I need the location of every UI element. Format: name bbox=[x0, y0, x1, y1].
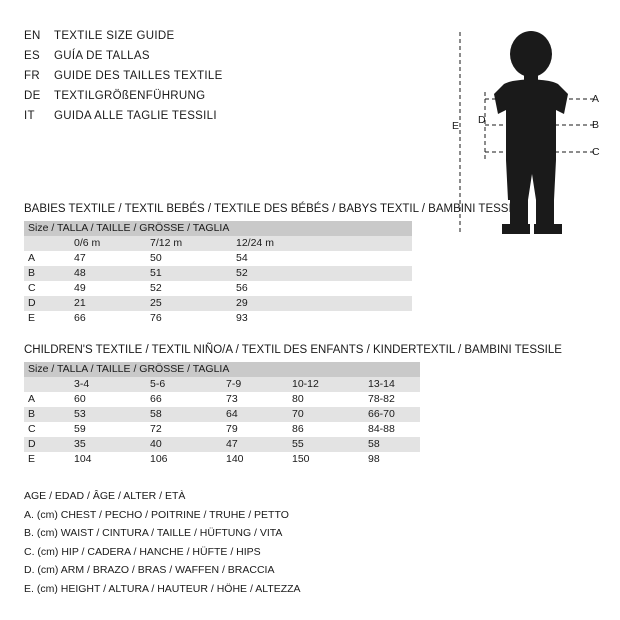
children-row-1-v4: 66-70 bbox=[364, 407, 420, 422]
children-header-label: Size / TALLA / TAILLE / GRÖSSE / TAGLIA bbox=[24, 362, 420, 377]
children-row-1-v2: 64 bbox=[222, 407, 288, 422]
babies-section bbox=[24, 203, 596, 326]
babies-row-4-key: E bbox=[24, 311, 70, 326]
children-row-3-v1: 40 bbox=[146, 437, 222, 452]
table-row bbox=[24, 311, 412, 326]
figure-label-e: E bbox=[452, 120, 460, 132]
babies-row-1-v1: 51 bbox=[146, 266, 232, 281]
children-row-3-v0: 35 bbox=[70, 437, 146, 452]
table-row bbox=[24, 422, 420, 437]
children-row-3-key: D bbox=[24, 437, 70, 452]
babies-col-2: 12/24 m bbox=[232, 236, 412, 251]
children-header-row bbox=[24, 362, 420, 377]
title-text-it: GUIDA ALLE TAGLIE TESSILI bbox=[54, 110, 217, 122]
babies-row-0-v2: 54 bbox=[232, 251, 412, 266]
title-lang-fr: FR bbox=[24, 70, 40, 82]
children-row-0-v2: 73 bbox=[222, 392, 288, 407]
legend-line-chest: A. (cm) CHEST / PECHO / POITRINE / TRUHE / PETTO bbox=[24, 508, 289, 521]
children-row-0-v0: 60 bbox=[70, 392, 146, 407]
title-lang-es: ES bbox=[24, 50, 40, 62]
figure-label-a: A bbox=[592, 93, 600, 105]
title-row-de bbox=[24, 90, 324, 110]
babies-row-2-key: C bbox=[24, 281, 70, 296]
children-col-4: 13-14 bbox=[364, 377, 420, 392]
figure-label-d: D bbox=[478, 114, 486, 126]
children-row-4-v3: 150 bbox=[288, 452, 364, 467]
babies-row-3-key: D bbox=[24, 296, 70, 311]
babies-row-4-v2: 93 bbox=[232, 311, 412, 326]
children-col-1: 5-6 bbox=[146, 377, 222, 392]
table-row bbox=[24, 407, 420, 422]
children-size-table bbox=[24, 362, 420, 467]
title-block bbox=[24, 30, 324, 130]
children-column-row bbox=[24, 377, 420, 392]
children-row-4-key: E bbox=[24, 452, 70, 467]
children-row-1-v1: 58 bbox=[146, 407, 222, 422]
legend-line-hip: C. (cm) HIP / CADERA / HANCHE / HÜFTE / HIPS bbox=[24, 545, 261, 558]
table-row bbox=[24, 452, 420, 467]
legend-line-height: E. (cm) HEIGHT / ALTURA / HAUTEUR / HÖHE / ALTEZZA bbox=[24, 582, 301, 595]
babies-row-4-v1: 76 bbox=[146, 311, 232, 326]
babies-row-1-v0: 48 bbox=[70, 266, 146, 281]
children-col-3: 10-12 bbox=[288, 377, 364, 392]
legend-block bbox=[24, 487, 301, 598]
babies-row-3-v0: 21 bbox=[70, 296, 146, 311]
table-row bbox=[24, 392, 420, 407]
legend-line-waist: B. (cm) WAIST / CINTURA / TAILLE / HÜFTUNG / VITA bbox=[24, 527, 283, 539]
children-row-3-v3: 55 bbox=[288, 437, 364, 452]
babies-row-2-v2: 56 bbox=[232, 281, 412, 296]
children-row-2-v0: 59 bbox=[70, 422, 146, 437]
figure-label-b: B bbox=[592, 119, 600, 131]
babies-row-4-v0: 66 bbox=[70, 311, 146, 326]
children-row-1-key: B bbox=[24, 407, 70, 422]
table-row bbox=[24, 281, 412, 296]
children-row-2-key: C bbox=[24, 422, 70, 437]
title-lang-it: IT bbox=[24, 110, 35, 122]
babies-column-row bbox=[24, 236, 412, 251]
legend-line-arm: D. (cm) ARM / BRAZO / BRAS / WAFFEN / BRACCIA bbox=[24, 564, 275, 576]
babies-section-title: BABIES TEXTILE / TEXTIL BEBÉS / TEXTILE DES BÉBÉS / BABYS TEXTIL / BAMBINI TESSILE bbox=[24, 203, 526, 215]
babies-row-3-v2: 29 bbox=[232, 296, 412, 311]
title-text-fr: GUIDE DES TAILLES TEXTILE bbox=[54, 70, 223, 82]
children-row-2-v2: 79 bbox=[222, 422, 288, 437]
children-row-3-v4: 58 bbox=[364, 437, 420, 452]
children-row-2-v3: 86 bbox=[288, 422, 364, 437]
babies-row-0-v0: 47 bbox=[70, 251, 146, 266]
children-row-4-v2: 140 bbox=[222, 452, 288, 467]
title-lang-en: EN bbox=[24, 30, 41, 42]
children-col-2: 7-9 bbox=[222, 377, 288, 392]
title-lang-de: DE bbox=[24, 90, 41, 102]
children-section-title: CHILDREN'S TEXTILE / TEXTIL NIÑO/A / TEXTIL DES ENFANTS / KINDERTEXTIL / BAMBINI TESSILE bbox=[24, 344, 562, 356]
table-row bbox=[24, 437, 420, 452]
children-row-0-v3: 80 bbox=[288, 392, 364, 407]
babies-row-3-v1: 25 bbox=[146, 296, 232, 311]
title-text-es: GUÍA DE TALLAS bbox=[54, 50, 150, 62]
babies-header-label: Size / TALLA / TAILLE / GRÖSSE / TAGLIA bbox=[24, 221, 412, 236]
table-row bbox=[24, 296, 412, 311]
babies-row-0-key: A bbox=[24, 251, 70, 266]
babies-row-2-v1: 52 bbox=[146, 281, 232, 296]
children-col-0: 3-4 bbox=[70, 377, 146, 392]
children-row-0-v1: 66 bbox=[146, 392, 222, 407]
children-row-2-v1: 72 bbox=[146, 422, 222, 437]
babies-row-1-v2: 52 bbox=[232, 266, 412, 281]
title-row-fr bbox=[24, 70, 324, 90]
babies-col-1: 7/12 m bbox=[146, 236, 232, 251]
children-row-1-v3: 70 bbox=[288, 407, 364, 422]
title-row-it bbox=[24, 110, 324, 130]
table-row bbox=[24, 251, 412, 266]
children-row-4-v0: 104 bbox=[70, 452, 146, 467]
children-row-4-v1: 106 bbox=[146, 452, 222, 467]
children-row-1-v0: 53 bbox=[70, 407, 146, 422]
children-col-key bbox=[24, 377, 70, 392]
babies-col-key bbox=[24, 236, 70, 251]
title-text-de: TEXTILGRÖßENFÜHRUNG bbox=[54, 90, 206, 102]
title-row-en bbox=[24, 30, 324, 50]
babies-row-2-v0: 49 bbox=[70, 281, 146, 296]
children-section bbox=[24, 344, 596, 467]
children-row-0-key: A bbox=[24, 392, 70, 407]
babies-size-table bbox=[24, 221, 412, 326]
babies-row-0-v1: 50 bbox=[146, 251, 232, 266]
babies-row-1-key: B bbox=[24, 266, 70, 281]
legend-line-age: AGE / EDAD / ÂGE / ALTER / ETÀ bbox=[24, 490, 186, 502]
babies-header-row bbox=[24, 221, 412, 236]
table-row bbox=[24, 266, 412, 281]
children-row-0-v4: 78-82 bbox=[364, 392, 420, 407]
children-row-2-v4: 84-88 bbox=[364, 422, 420, 437]
title-row-es bbox=[24, 50, 324, 70]
babies-col-0: 0/6 m bbox=[70, 236, 146, 251]
children-row-3-v2: 47 bbox=[222, 437, 288, 452]
children-row-4-v4: 98 bbox=[364, 452, 420, 467]
title-text-en: TEXTILE SIZE GUIDE bbox=[54, 30, 175, 42]
figure-label-c: C bbox=[592, 146, 600, 158]
